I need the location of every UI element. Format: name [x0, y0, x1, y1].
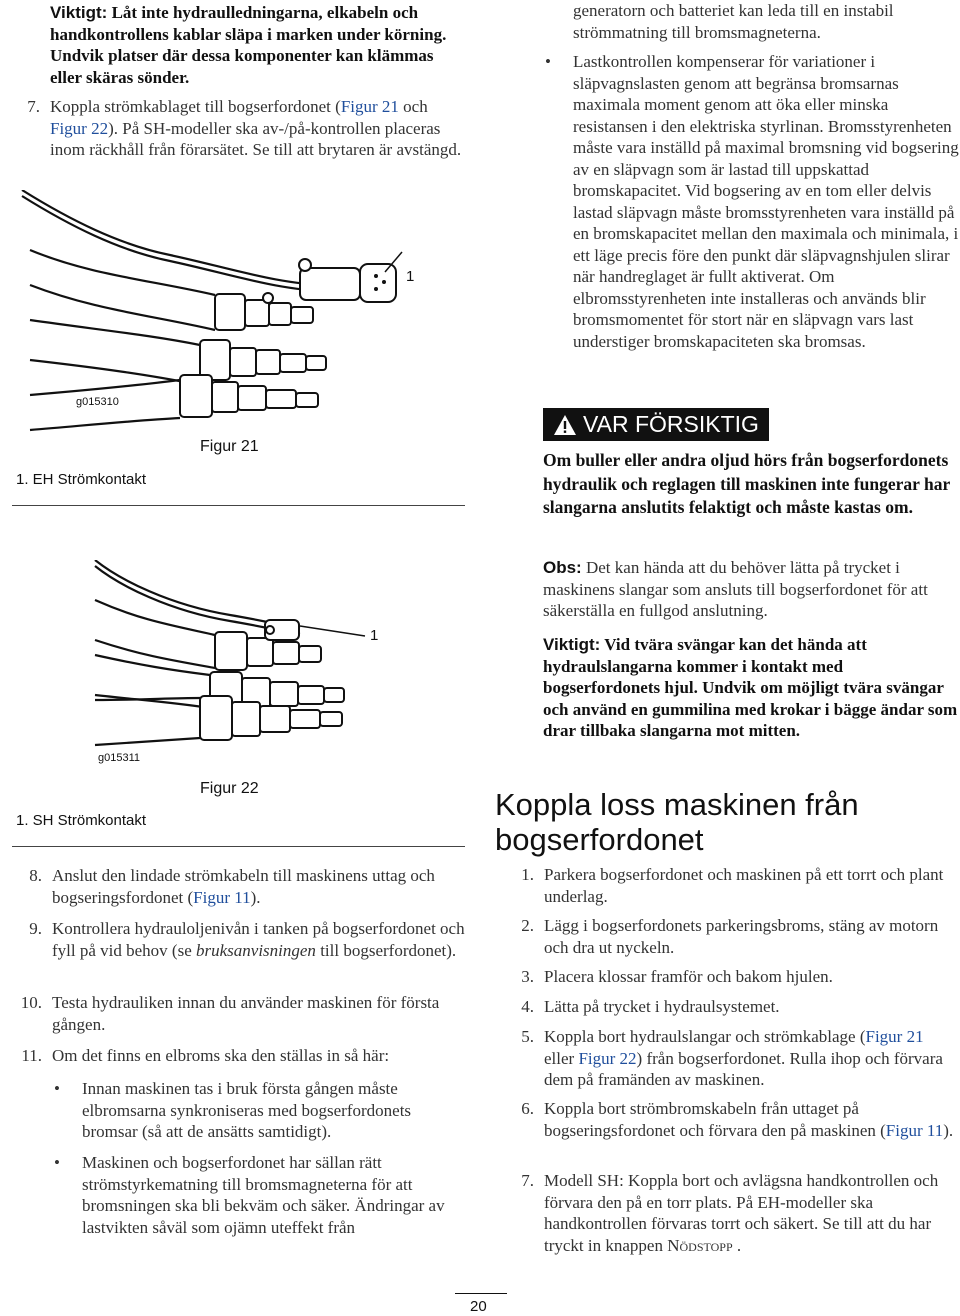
- figure-22-illustration: [0, 560, 470, 760]
- important-label: Viktigt:: [543, 635, 601, 654]
- step-10: 10. Testa hydrauliken innan du använder maskinen för första gången.: [52, 992, 465, 1035]
- step-number: 7.: [27, 97, 40, 116]
- link-figur-21[interactable]: Figur 21: [340, 97, 399, 116]
- bullet-icon: •: [54, 1153, 60, 1172]
- figure-21-divider: [12, 505, 465, 506]
- step-number: 9.: [29, 919, 42, 938]
- link-figur-22[interactable]: Figur 22: [578, 1048, 637, 1068]
- caution-box: [543, 408, 769, 441]
- emergency-stop-label: Nödstopp: [667, 1235, 733, 1255]
- figure-22-callout: 1: [370, 627, 379, 644]
- important-text: Vid tvära svängar kan det hända att hydraulslangarna kommer i kontakt med bogserfordonets hjul. Undvik om möjligt tvära svängar och använd en gummilina med krokar i bägge ändar som drar tillbaka slangarna mot mitten.: [543, 635, 958, 740]
- continued-paragraph: generatorn och batteriet kan leda till en instabil strömmatning till bromsmagneterna.: [573, 1, 894, 42]
- step-number: 1.: [521, 865, 534, 884]
- link-figur-11[interactable]: Figur 11: [885, 1120, 944, 1140]
- caution-text: Om buller eller andra oljud hörs från bogserfordonets hydraulik och reglagen till maskinen inte fungerar har slangarna anslutits felaktigt och måste kastas om.: [543, 450, 950, 517]
- bullet-item: • Innan maskinen tas i bruk första gången måste elbromsarna synkroniseras med bogserfordonets bromsar (så att de ansätts samtidigt).: [54, 1079, 412, 1141]
- footer-rule: [455, 1293, 507, 1294]
- manual-reference: bruksanvisningen: [196, 940, 316, 960]
- step-number: 2.: [521, 916, 534, 935]
- figure-22-legend: 1. SH Strömkontakt: [16, 812, 147, 829]
- important-notice-right: [543, 634, 958, 742]
- bullet-item: • Lastkontrollen kompenserar för variationer i släpvagnslasten genom att begränsa bromsarnas maximala moment genom att öka eller minska resistansen i den elektriska styrlinan. Bromsstyrenheten måste vara inställd på maximal bromsning vid bogsering av en släpvagn som är lastad till uppskattad bromskapacitet. Vid bogsering av en tom eller delvis lastad släpvagn måste bromsstyrenheten vara inställd på en bromskapacitet mellan den maximala och minimala, i ett läge precis före den punkt där släpvagnshjulen slirar när handreglaget är fullt aktiverat. Om elbromsstyrenheten inte installeras och används blir bromsmomentet för stort när en släpvagn vars last understiger bromskapaciteten ska bromsas.: [545, 52, 959, 351]
- list-item: 6. Koppla bort strömbromskabeln från uttaget på bogseringsfordonet och förvara den på maskinen (Figur 11).: [544, 1098, 958, 1141]
- step-number: 7.: [521, 1171, 534, 1190]
- list-item: 5. Koppla bort hydraulslangar och strömkablage (Figur 21 eller Figur 22) från bogserfordonet. Rulla ihop och förvara dem på framänden av maskinen.: [544, 1026, 958, 1091]
- page-number: 20: [470, 1298, 487, 1315]
- figure-21-callout: 1: [406, 268, 415, 285]
- important-notice-left: [50, 2, 465, 88]
- link-figur-11[interactable]: Figur 11: [193, 887, 251, 907]
- step-7: 7. Koppla strömkablaget till bogserfordonet (Figur 21 och Figur 22). På SH-modeller ska av-/på-kontrollen placeras inom räckhåll från förarsätet. Se till att brytaren är avstängd.: [50, 96, 465, 161]
- figure-21-legend: 1. EH Strömkontakt: [16, 471, 147, 488]
- important-text: Låt inte hydraulledningarna, elkabeln och handkontrollens kablar släpa i marken under körning. Undvik platser där dessa komponenter kan klämmas eller skäras sönder.: [50, 3, 447, 87]
- note-text: Det kan hända att du behöver lätta på trycket i maskinens slangar som ansluts till bogserfordonet för att säkerställa en fullgod anslutning.: [543, 558, 928, 620]
- figure-22-divider: [12, 846, 465, 847]
- step-number: 5.: [521, 1027, 534, 1046]
- note: [543, 557, 958, 622]
- link-figur-21[interactable]: Figur 21: [865, 1027, 924, 1046]
- step-number: 10.: [20, 993, 42, 1012]
- important-label: Viktigt:: [50, 3, 108, 22]
- figure-22-title: Figur 22: [200, 780, 259, 797]
- figure-22-image-id: g015311: [98, 752, 141, 764]
- step-number: 6.: [521, 1099, 534, 1118]
- step-number: 3.: [521, 967, 534, 986]
- step-number: 11.: [21, 1046, 42, 1065]
- bullet-icon: •: [54, 1079, 60, 1098]
- step-number: 8.: [29, 866, 42, 885]
- list-item: 3. Placera klossar framför och bakom hjulen.: [544, 966, 958, 988]
- step-number: 4.: [521, 997, 534, 1016]
- bullet-item: • Maskinen och bogserfordonet har sällan rätt strömstyrkematning till bromsmagneterna för att bromsningen ska bli bekväm och säker. Ändringar av lastvikten såväl som ojämn uteffekt från: [54, 1153, 445, 1237]
- section-heading: Koppla loss maskinen från bogserfordonet: [495, 787, 859, 857]
- caution-label: VAR FÖRSIKTIG: [583, 411, 759, 437]
- list-item: 1. Parkera bogserfordonet och maskinen på ett torrt och plant underlag.: [544, 864, 958, 907]
- bullet-icon: •: [545, 52, 551, 71]
- list-item: 7. Modell SH: Koppla bort och avlägsna handkontrollen och förvara den på en torr plats. På EH-modeller ska handkontrollen förvaras torrt och säkert. Se till att du har tryckt in knappen Nödstopp .: [544, 1170, 958, 1256]
- step-11: 11. Om det finns en elbroms ska den ställas in så här:: [52, 1045, 465, 1067]
- step-9: 9. Kontrollera hydrauloljenivån i tanken på bogserfordonet och fyll på vid behov (se bruksanvisningen till bogserfordonet).: [52, 918, 465, 961]
- figure-21-image-id: g015310: [76, 396, 119, 408]
- warning-triangle-icon: [553, 414, 577, 436]
- list-item: 4. Lätta på trycket i hydraulsystemet.: [544, 996, 958, 1018]
- link-figur-22[interactable]: Figur 22: [50, 118, 109, 138]
- list-item: 2. Lägg i bogserfordonets parkeringsbroms, stäng av motorn och dra ut nyckeln.: [544, 915, 958, 958]
- figure-21-title: Figur 21: [200, 438, 259, 455]
- note-label: Obs:: [543, 558, 582, 577]
- step-8: 8. Anslut den lindade strömkabeln till maskinens uttag och bogseringsfordonet (Figur 11).: [52, 865, 465, 908]
- figure-21-illustration: [0, 190, 470, 460]
